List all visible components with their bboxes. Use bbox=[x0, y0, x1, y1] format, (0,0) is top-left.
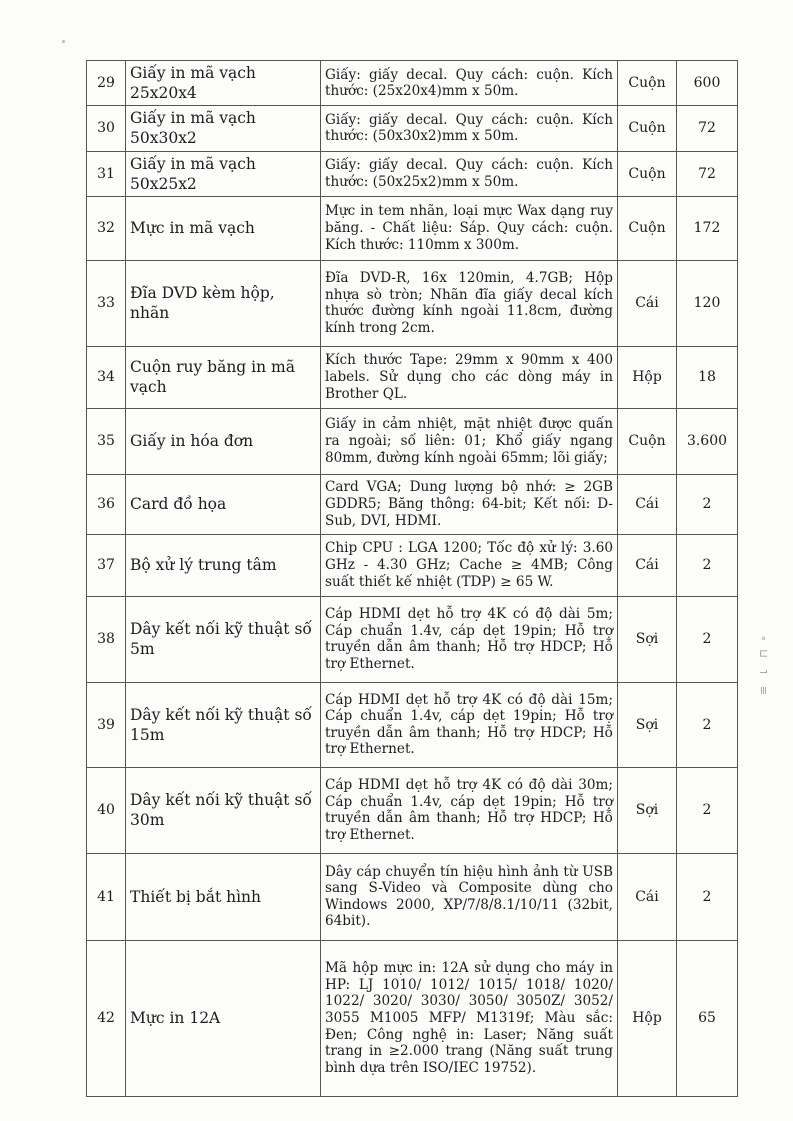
item-unit: Cuộn bbox=[618, 196, 677, 260]
item-specification: Cáp HDMI dẹt hỗ trợ 4K có độ dài 15m; Cáp chuẩn 1.4v, cáp dẹt 19pin; Hỗ trợ truyền dẫn âm thanh; Hỗ trợ HDCP; Hỗ trợ Ethernet. bbox=[321, 682, 618, 767]
item-quantity: 2 bbox=[677, 767, 738, 853]
item-quantity: 2 bbox=[677, 596, 738, 682]
item-unit: Hộp bbox=[618, 346, 677, 408]
item-specification: Cáp HDMI dẹt hỗ trợ 4K có độ dài 30m; Cáp chuẩn 1.4v, cáp dẹt 19pin; Hỗ trợ truyền dẫn âm thanh; Hỗ trợ HDCP; Hỗ trợ Ethernet. bbox=[321, 767, 618, 853]
item-unit: Cái bbox=[618, 534, 677, 596]
item-unit: Sợi bbox=[618, 596, 677, 682]
table-row bbox=[87, 61, 738, 106]
item-unit: Cuộn bbox=[618, 408, 677, 474]
table-row bbox=[87, 196, 738, 260]
item-number: 33 bbox=[87, 260, 126, 346]
item-unit: Sợi bbox=[618, 682, 677, 767]
item-unit: Cái bbox=[618, 474, 677, 534]
item-unit: Cuộn bbox=[618, 61, 677, 106]
item-name: Card đồ họa bbox=[126, 474, 321, 534]
item-quantity: 2 bbox=[677, 474, 738, 534]
table-row bbox=[87, 151, 738, 196]
item-unit: Sợi bbox=[618, 767, 677, 853]
table-row bbox=[87, 346, 738, 408]
item-number: 40 bbox=[87, 767, 126, 853]
item-name: Cuộn ruy băng in mã vạch bbox=[126, 346, 321, 408]
item-specification: Giấy: giấy decal. Quy cách: cuộn. Kích thước: (50x25x2)mm x 50m. bbox=[321, 151, 618, 196]
item-name: Đĩa DVD kèm hộp, nhãn bbox=[126, 260, 321, 346]
item-quantity: 3.600 bbox=[677, 408, 738, 474]
item-unit: Hộp bbox=[618, 940, 677, 1096]
item-number: 30 bbox=[87, 106, 126, 151]
item-unit: Cái bbox=[618, 260, 677, 346]
table-row bbox=[87, 940, 738, 1096]
item-quantity: 2 bbox=[677, 682, 738, 767]
item-quantity: 600 bbox=[677, 61, 738, 106]
item-unit: Cuộn bbox=[618, 106, 677, 151]
item-quantity: 2 bbox=[677, 853, 738, 940]
item-name: Bộ xử lý trung tâm bbox=[126, 534, 321, 596]
item-quantity: 2 bbox=[677, 534, 738, 596]
scan-speck bbox=[62, 40, 65, 43]
item-name: Giấy in mã vạch 25x20x4 bbox=[126, 61, 321, 106]
item-specification: Chip CPU : LGA 1200; Tốc độ xử lý: 3.60 GHz - 4.30 GHz; Cache ≥ 4MB; Công suất thiết kế nhiệt (TDP) ≥ 65 W. bbox=[321, 534, 618, 596]
item-name: Dây kết nối kỹ thuật số 15m bbox=[126, 682, 321, 767]
item-specification: Mã hộp mực in: 12A sử dụng cho máy in HP: LJ 1010/ 1012/ 1015/ 1018/ 1020/ 1022/ 3020/ 3030/ 3050/ 3050Z/ 3052/ 3055 M1005 MFP/ M1319f; Màu sắc: Đen; Công nghệ in: Laser; Năng suất trang in ≥2.000 trang (Năng suất trung bình dựa trên ISO/IEC 19752). bbox=[321, 940, 618, 1096]
item-specification: Đĩa DVD-R, 16x 120min, 4.7GB; Hộp nhựa sò tròn; Nhãn đĩa giấy decal kích thước đường kính ngoài 11.8cm, đường kính trong 2cm. bbox=[321, 260, 618, 346]
item-number: 29 bbox=[87, 61, 126, 106]
item-specification: Giấy: giấy decal. Quy cách: cuộn. Kích thước: (25x20x4)mm x 50m. bbox=[321, 61, 618, 106]
items-table-body bbox=[87, 61, 738, 1097]
item-specification: Kích thước Tape: 29mm x 90mm x 400 labels. Sử dụng cho các dòng máy in Brother QL. bbox=[321, 346, 618, 408]
table-row bbox=[87, 767, 738, 853]
item-number: 42 bbox=[87, 940, 126, 1096]
item-unit: Cuộn bbox=[618, 151, 677, 196]
item-name: Dây kết nối kỹ thuật số 5m bbox=[126, 596, 321, 682]
item-name: Giấy in hóa đơn bbox=[126, 408, 321, 474]
table-row bbox=[87, 474, 738, 534]
item-quantity: 172 bbox=[677, 196, 738, 260]
item-quantity: 18 bbox=[677, 346, 738, 408]
item-name: Dây kết nối kỹ thuật số 30m bbox=[126, 767, 321, 853]
table-row bbox=[87, 106, 738, 151]
item-name: Mực in mã vạch bbox=[126, 196, 321, 260]
table-row bbox=[87, 596, 738, 682]
item-specification: Mực in tem nhãn, loại mực Wax dạng ruy băng. - Chất liệu: Sáp. Quy cách: cuộn. Kích thước: 110mm x 300m. bbox=[321, 196, 618, 260]
item-specification: Giấy: giấy decal. Quy cách: cuộn. Kích thước: (50x30x2)mm x 50m. bbox=[321, 106, 618, 151]
item-specification: Giấy in cảm nhiệt, mặt nhiệt được quấn ra ngoài; số liên: 01; Khổ giấy ngang 80mm, đường kính ngoài 65mm; lõi giấy; bbox=[321, 408, 618, 474]
item-name: Giấy in mã vạch 50x30x2 bbox=[126, 106, 321, 151]
item-name: Mực in 12A bbox=[126, 940, 321, 1096]
item-quantity: 65 bbox=[677, 940, 738, 1096]
item-quantity: 120 bbox=[677, 260, 738, 346]
items-table bbox=[86, 60, 738, 1097]
table-row bbox=[87, 682, 738, 767]
item-number: 35 bbox=[87, 408, 126, 474]
item-specification: Card VGA; Dung lượng bộ nhớ: ≥ 2GB GDDR5; Băng thông: 64-bit; Kết nối: D-Sub, DVI, HDMI. bbox=[321, 474, 618, 534]
table-row bbox=[87, 853, 738, 940]
item-name: Thiết bị bắt hình bbox=[126, 853, 321, 940]
item-number: 31 bbox=[87, 151, 126, 196]
item-specification: Dây cáp chuyển tín hiệu hình ảnh từ USB sang S-Video và Composite dùng cho Windows 2000, XP/7/8/8.1/10/11 (32bit, 64bit). bbox=[321, 853, 618, 940]
side-stamp-mark: ≡ ⌐ ⊓ ∘ bbox=[757, 632, 770, 695]
item-number: 38 bbox=[87, 596, 126, 682]
item-unit: Cái bbox=[618, 853, 677, 940]
table-row bbox=[87, 408, 738, 474]
item-number: 37 bbox=[87, 534, 126, 596]
item-number: 41 bbox=[87, 853, 126, 940]
item-number: 36 bbox=[87, 474, 126, 534]
item-specification: Cáp HDMI dẹt hỗ trợ 4K có độ dài 5m; Cáp chuẩn 1.4v, cáp dẹt 19pin; Hỗ trợ truyền dẫn âm thanh; Hỗ trợ HDCP; Hỗ trợ Ethernet. bbox=[321, 596, 618, 682]
table-row bbox=[87, 534, 738, 596]
table-row bbox=[87, 260, 738, 346]
item-quantity: 72 bbox=[677, 151, 738, 196]
item-number: 32 bbox=[87, 196, 126, 260]
item-name: Giấy in mã vạch 50x25x2 bbox=[126, 151, 321, 196]
item-number: 34 bbox=[87, 346, 126, 408]
item-quantity: 72 bbox=[677, 106, 738, 151]
item-number: 39 bbox=[87, 682, 126, 767]
